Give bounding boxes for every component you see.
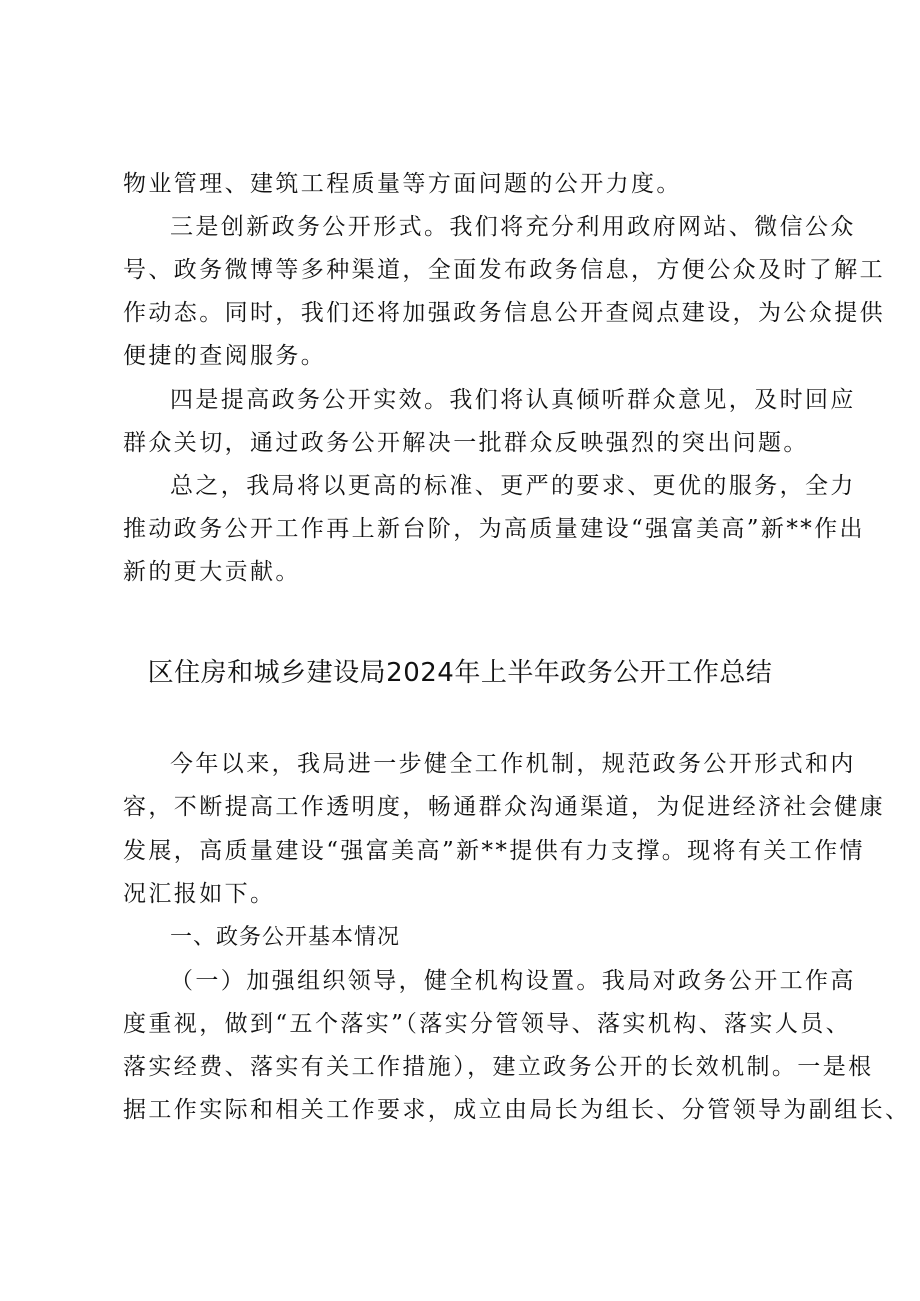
paragraph-line: 作动态。同时，我们还将加强政务信息公开查阅点建设，为公众提供 [123,300,885,326]
paragraph-line: （一）加强组织领导，健全机构设置。我局对政务公开工作高 [170,968,856,994]
paragraph-line: 落实经费、落实有关工作措施），建立政务公开的长效机制。一是根 [123,1054,874,1080]
paragraph-line: 度重视，做到“五个落实”（落实分管领导、落实机构、落实人员、 [123,1011,852,1037]
paragraph-line: 四是提高政务公开实效。我们将认真倾听群众意见，及时回应 [170,387,856,413]
paragraph-line: 据工作实际和相关工作要求，成立由局长为组长、分管领导为副组长、 [123,1097,911,1123]
paragraph-line: 便捷的查阅服务。 [123,343,327,369]
paragraph-line: 今年以来，我局进一步健全工作机制，规范政务公开形式和内 [170,751,856,777]
paragraph-line: 况汇报如下。 [123,881,276,907]
section-heading: 一、政务公开基本情况 [170,925,401,950]
paragraph-line: 群众关切，通过政务公开解决一批群众反映强烈的突出问题。 [123,430,809,456]
paragraph-line: 三是创新政务公开形式。我们将充分利用政府网站、微信公众 [170,214,856,240]
paragraph-line: 推动政务公开工作再上新台阶，为高质量建设“强富美高”新**作出 [123,516,865,542]
document-title: 区住房和城乡建设局2024年上半年政务公开工作总结 [147,658,773,688]
paragraph-line: 物业管理、建筑工程质量等方面问题的公开力度。 [123,171,682,197]
paragraph-line: 总之，我局将以更高的标准、更严的要求、更优的服务，全力 [170,473,856,499]
paragraph-line: 容，不断提高工作透明度，畅通群众沟通渠道，为促进经济社会健康 [123,794,885,820]
paragraph-line: 发展，高质量建设“强富美高”新**提供有力支撑。现将有关工作情 [123,838,865,864]
paragraph-line: 新的更大贡献。 [123,559,301,585]
paragraph-line: 号、政务微博等多种渠道，全面发布政务信息，方便公众及时了解工 [123,257,885,283]
